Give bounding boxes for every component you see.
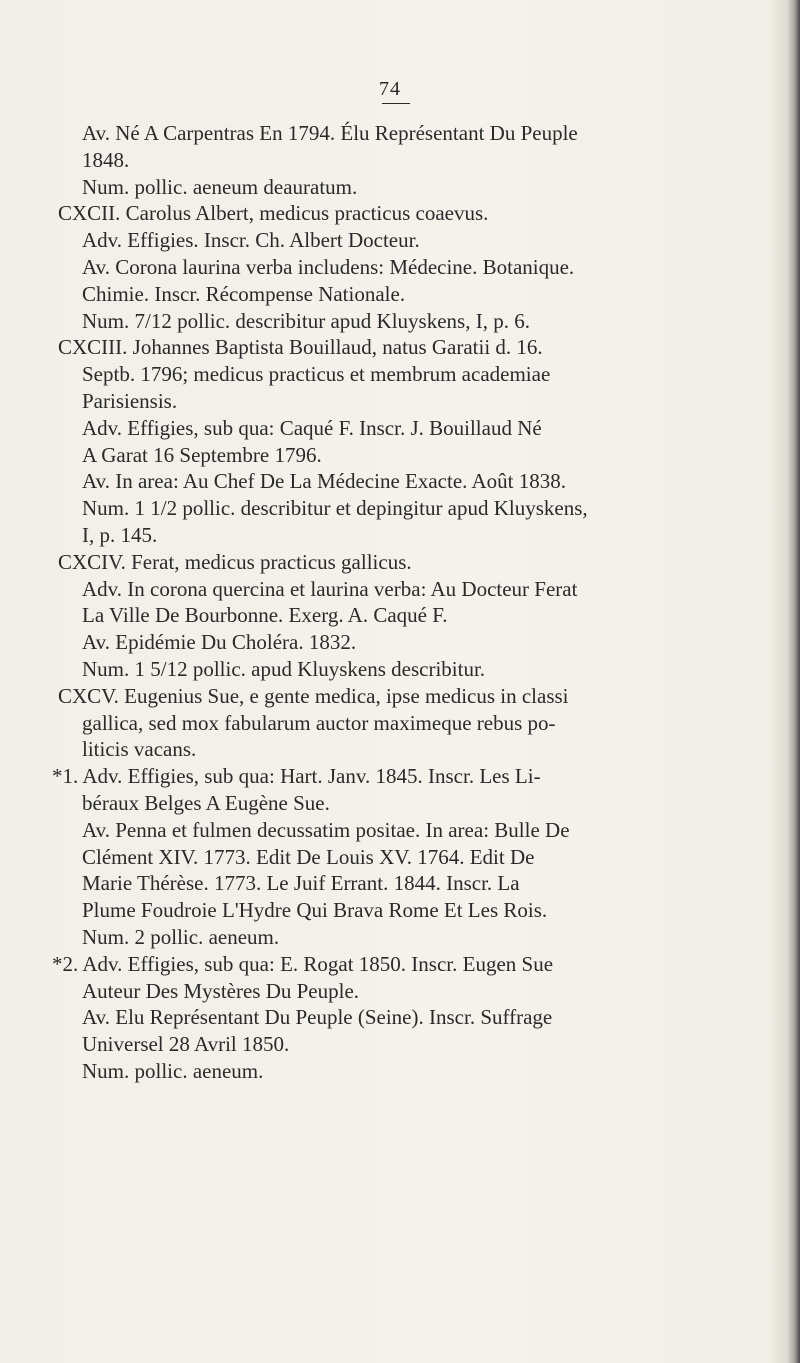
text-line: Num. 2 pollic. aeneum. [82,924,280,949]
text-line: I, p. 145. [82,522,158,547]
text-line: Num. pollic. aeneum deauratum. [82,174,358,199]
text-line: La Ville De Bourbonne. Exerg. A. Caqué F. [82,603,448,628]
text-line: liticis vacans. [82,737,197,762]
text-line: Marie Thérèse. 1773. Le Juif Errant. 1844. Inscr. La [82,871,520,896]
page-binding-edge [786,0,800,1363]
text-line: CXCII. Carolus Albert, medicus practicus coaevus. [58,201,489,226]
page-number: 74 [379,78,401,100]
text-line: Num. 1 5/12 pollic. apud Kluyskens describitur. [82,656,486,681]
text-line: Universel 28 Avril 1850. [82,1032,290,1057]
text-line: Av. Né A Carpentras En 1794. Élu Représentant Du Peuple [82,121,578,145]
text-line: Av. Epidémie Du Choléra. 1832. [82,630,357,655]
text-line: Adv. Effigies, sub qua: Caqué F. Inscr. J. Bouillaud Né [82,415,542,440]
text-line: Adv. Effigies. Inscr. Ch. Albert Docteur. [82,228,420,253]
text-line: Num. pollic. aeneum. [82,1058,264,1083]
text-line: Av. Elu Représentant Du Peuple (Seine). Inscr. Suffrage [82,1005,553,1030]
text-block [0,120,800,1085]
text-line: Av. In area: Au Chef De La Médecine Exacte. Août 1838. [82,469,566,494]
text-line: *1. Adv. Effigies, sub qua: Hart. Janv. 1845. Inscr. Les Li- [52,764,541,789]
text-line: CXCIII. Johannes Baptista Bouillaud, natus Garatii d. 16. [58,335,543,360]
text-line: CXCV. Eugenius Sue, e gente medica, ipse medicus in classi [58,683,569,708]
text-line: Av. Corona laurina verba includens: Médecine. Botanique. [82,254,575,279]
text-line: A Garat 16 Septembre 1796. [82,442,322,467]
text-line: Clément XIV. 1773. Edit De Louis XV. 1764. Edit De [82,844,535,869]
text-line: Plume Foudroie L'Hydre Qui Brava Rome Et Les Rois. [82,898,548,923]
text-line: Chimie. Inscr. Récompense Nationale. [82,281,406,306]
text-line: Septb. 1796; medicus practicus et membrum academiae [82,362,551,387]
text-line: *2. Adv. Effigies, sub qua: E. Rogat 1850. Inscr. Eugen Sue [52,951,554,976]
text-line: Auteur Des Mystères Du Peuple. [82,978,360,1003]
text-line: Parisiensis. [82,388,178,413]
text-line: Num. 1 1/2 pollic. describitur et depingitur apud Kluyskens, [82,496,588,521]
text-line: gallica, sed mox fabularum auctor maximeque rebus po- [82,710,556,735]
text-line: Adv. In corona quercina et laurina verba: Au Docteur Ferat [82,576,578,601]
text-line: CXCIV. Ferat, medicus practicus gallicus. [58,549,412,574]
text-line: Av. Penna et fulmen decussatim positae. In area: Bulle De [82,817,570,842]
text-line: béraux Belges A Eugène Sue. [82,790,330,815]
text-line: 1848. [82,147,130,172]
text-line: Num. 7/12 pollic. describitur apud Kluyskens, I, p. 6. [82,308,530,333]
